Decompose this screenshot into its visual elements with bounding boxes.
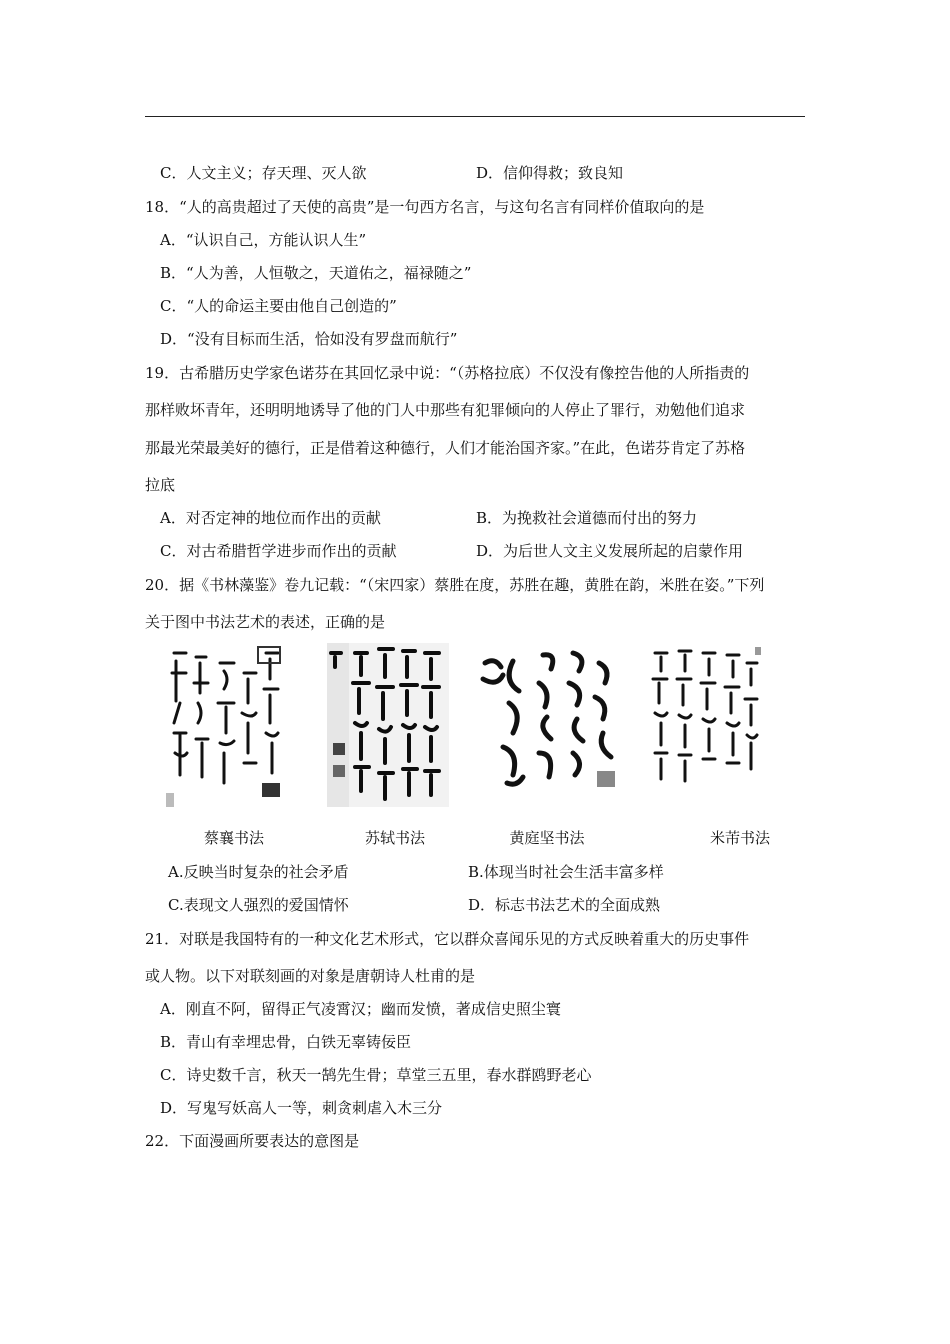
q19-option-b: B．为挽救社会道德而付出的努力 (476, 509, 698, 527)
q19-option-a: A．对否定神的地位而作出的贡献 (160, 509, 381, 527)
q18-option-c: C．“人的命运主要由他自己创造的” (160, 297, 397, 315)
q21-option-c: C．诗史数千言，秋天一鹄先生骨；草堂三五里，春水群鸥野老心 (160, 1066, 592, 1084)
caption-huang-tingjian: 黄庭坚书法 (509, 829, 585, 847)
q21-option-b: B．青山有幸埋忠骨，白铁无辜铸佞臣 (160, 1033, 412, 1051)
q18-option-d: D．“没有目标而生活，恰如没有罗盘而航行” (160, 330, 458, 348)
q20-option-c: C.表现文人强烈的爱国情怀 (168, 896, 349, 914)
q18-stem: 18．“人的高贵超过了天使的高贵”是一句西方名言，与这句名言有同样价值取向的是 (145, 198, 705, 216)
su-shi-calligraphy-image (327, 643, 449, 807)
q20-stem-line-1: 20．据《书林藻鉴》卷九记载：“（宋四家）蔡胜在度，苏胜在趣，黄胜在韵，米胜在姿。”下列 (145, 576, 765, 594)
q22-stem: 22．下面漫画所要表达的意图是 (145, 1132, 360, 1150)
q19-stem-line-3: 那最光荣最美好的德行，正是借着这种德行，人们才能治国齐家。”在此，色诺芬肯定了苏格 (145, 439, 746, 457)
q21-option-a: A．刚直不阿，留得正气凌霄汉；幽而发愤，著成信史照尘寰 (160, 1000, 561, 1018)
q20-stem-line-2: 关于图中书法艺术的表述，正确的是 (145, 613, 386, 631)
huang-tingjian-calligraphy-image (473, 643, 629, 807)
q19-stem-line-4: 拉底 (145, 476, 176, 494)
q20-option-b: B.体现当时社会生活丰富多样 (468, 863, 664, 881)
q18-option-a: A．“认识自己，方能认识人生” (160, 231, 367, 249)
q21-stem-line-2: 或人物。以下对联刻画的对象是唐朝诗人杜甫的是 (145, 967, 476, 985)
cai-xiang-calligraphy-image (166, 643, 299, 807)
q19-option-d: D．为后世人文主义发展所起的启蒙作用 (476, 542, 744, 560)
header-rule (145, 116, 805, 117)
q19-option-c: C．对古希腊哲学进步而作出的贡献 (160, 542, 397, 560)
q17-option-c: C．人文主义；存天理、灭人欲 (160, 164, 367, 182)
caption-cai-xiang: 蔡襄书法 (203, 829, 264, 847)
q21-option-d: D．写鬼写妖高人一等，刺贪刺虐入木三分 (160, 1099, 443, 1117)
q20-option-d: D．标志书法艺术的全面成熟 (468, 896, 661, 914)
q21-stem-line-1: 21．对联是我国特有的一种文化艺术形式，它以群众喜闻乐见的方式反映着重大的历史事件 (145, 930, 750, 948)
caption-su-shi: 苏轼书法 (364, 829, 425, 847)
caption-mi-fu: 米芾书法 (709, 829, 770, 847)
mi-fu-calligraphy-image (645, 643, 766, 807)
q18-option-b: B．“人为善，人恒敬之，天道佑之，福禄随之” (160, 264, 472, 282)
q19-stem-line-1: 19．古希腊历史学家色诺芬在其回忆录中说：“（苏格拉底）不仅没有像控告他的人所指责的 (145, 364, 750, 382)
q20-option-a: A.反映当时复杂的社会矛盾 (168, 863, 349, 881)
q19-stem-line-2: 那样败坏青年，还明明地诱导了他的门人中那些有犯罪倾向的人停止了罪行，劝勉他们追求 (145, 401, 746, 419)
q17-option-d: D．信仰得救；致良知 (476, 164, 624, 182)
